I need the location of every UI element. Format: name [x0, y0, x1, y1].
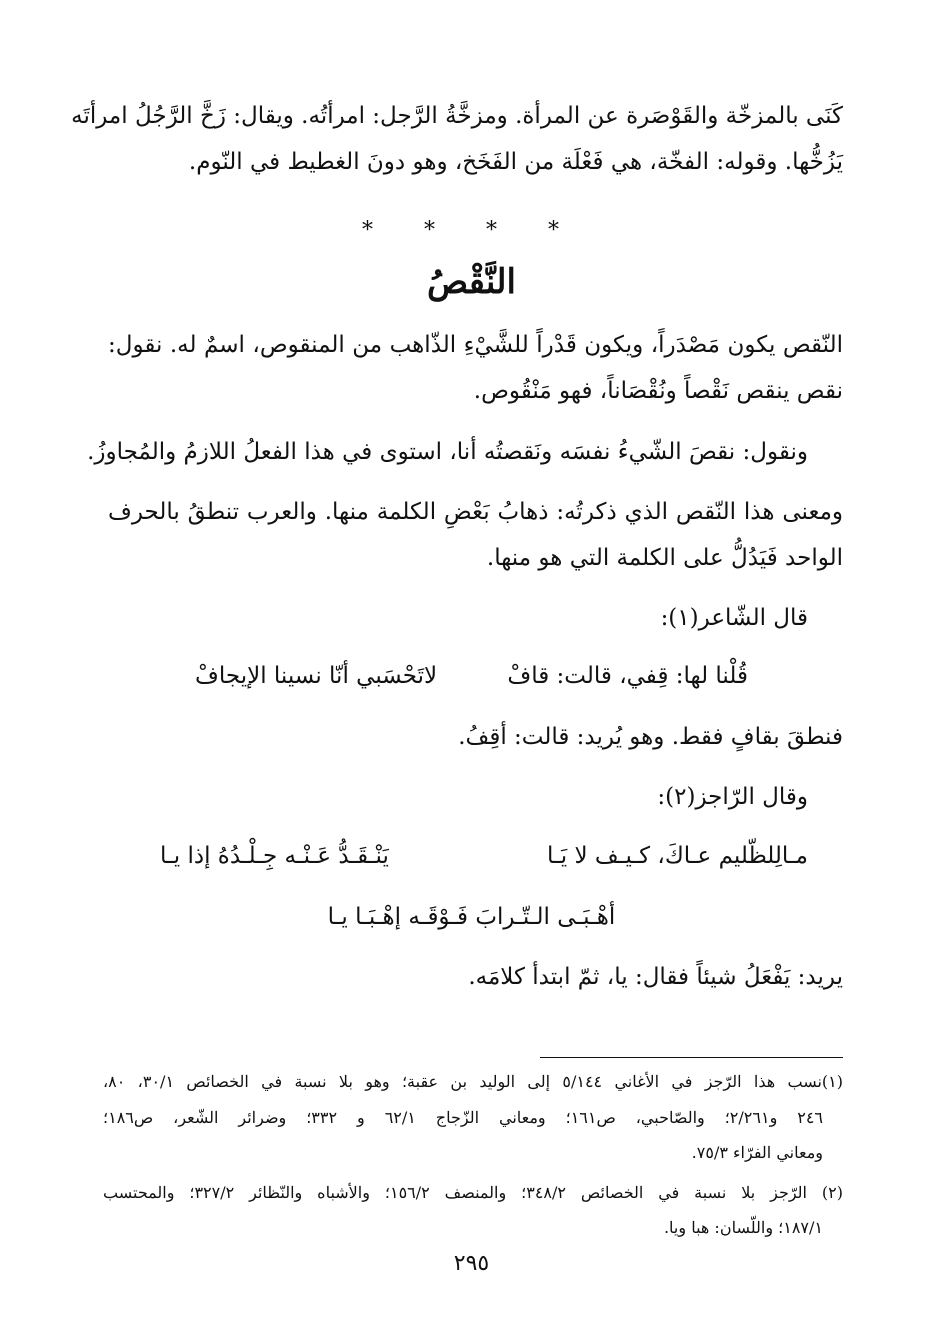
rajiz-intro: وقال الرّاجز(٢):	[657, 784, 808, 810]
after-verse-1: فنطقَ بقافٍ فقط. وهو يُريد: قالت: أقِفُ.	[458, 724, 843, 750]
intro-line-1: كَنَى بالمزخّة والقَوْصَرة عن المرأة. ومزخَّةُ الرَّجل: امرأتُه. ويقال: زَخَّ الرَّجُلُ امرأتَه	[71, 103, 843, 129]
verse-3: أهْـبَـى الـتّـرابَ فَـوْقَـه إهْـبَـا يـا	[327, 904, 616, 930]
verse-1-second-hemistich: لاتَحْسَبي أنّا نسينا الإيجافْ	[195, 663, 438, 689]
paragraph-3-line-1: ومعنى هذا النّقص الذي ذكرتُه: ذهابُ بَعْضِ الكلمة منها. والعرب تنطقُ بالحرف	[108, 499, 843, 525]
footnote-divider	[540, 1057, 843, 1058]
verse-2-first-hemistich: مـالِلظّليم عـاكَ، كـيـف لا يَـا	[547, 843, 808, 869]
footnote-1-line-1: (١)نسب هذا الرّجز في الأغاني ٥/١٤٤ إلى الوليد بن عقبة؛ وهو بلا نسبة في الخصائص ٣٠/١، ٨٠،	[103, 1072, 844, 1091]
footnote-2-line-2: ١٨٧/١؛ واللّسان: هبا ويا.	[663, 1218, 823, 1237]
section-separator: * * * *	[362, 218, 581, 243]
footnote-1-line-2: ٢٤٦ و٢/٢٦١؛ والصّاحبي، ص١٦١؛ ومعاني الزّجاج ٦٢/١ و ٣٣٢؛ وضرائر الشّعر، ص١٨٦؛	[103, 1108, 824, 1127]
intro-line-2: يَزُخُّها. وقوله: الفخّة، هي فَعْلَة من الفَخَخ، وهو دونَ الغطيط في النّوم.	[188, 149, 843, 175]
verse-2-second-hemistich: يَنْـقَـدُّ عَـنْـه جِـلْـدُهُ إذا يـا	[160, 843, 389, 869]
paragraph-1-line-2: نقص ينقص نَقْصاً ونُقْصَاناً، فهو مَنْقُوص.	[473, 378, 843, 404]
footnote-2-line-1: (٢) الرّجز بلا نسبة في الخصائص ٣٤٨/٢؛ والمنصف ١٥٦/٢؛ والأشباه والنّظائر ٣٢٧/٢؛ والمحتسب	[103, 1183, 843, 1202]
paragraph-1-line-1: النّقص يكون مَصْدَراً، ويكون قَدْراً للشَّيْءِ الذّاهب من المنقوص، اسمٌ له. نقول:	[108, 332, 843, 358]
poet-intro: قال الشّاعر(١):	[660, 605, 808, 631]
paragraph-3-line-2: الواحد فَيَدُلُّ على الكلمة التي هو منها.	[486, 545, 843, 571]
section-title: النَّقْصُ	[427, 262, 516, 302]
verse-1-first-hemistich: قُلْنا لها: قِفي، قالت: قافْ	[507, 663, 748, 689]
footnote-1-line-3: ومعاني الفرّاء ٧٥/٣.	[691, 1143, 823, 1162]
closing-line: يريد: يَفْعَلُ شيئاً فقال: يا، ثمّ ابتدأ كلامَه.	[468, 964, 843, 990]
page-number: ٢٩٥	[453, 1251, 490, 1276]
paragraph-2: ونقول: نقصَ الشّيءُ نفسَه ونَقصتُه أنا، استوى في هذا الفعلُ اللازمُ والمُجاوزُ.	[87, 439, 808, 465]
